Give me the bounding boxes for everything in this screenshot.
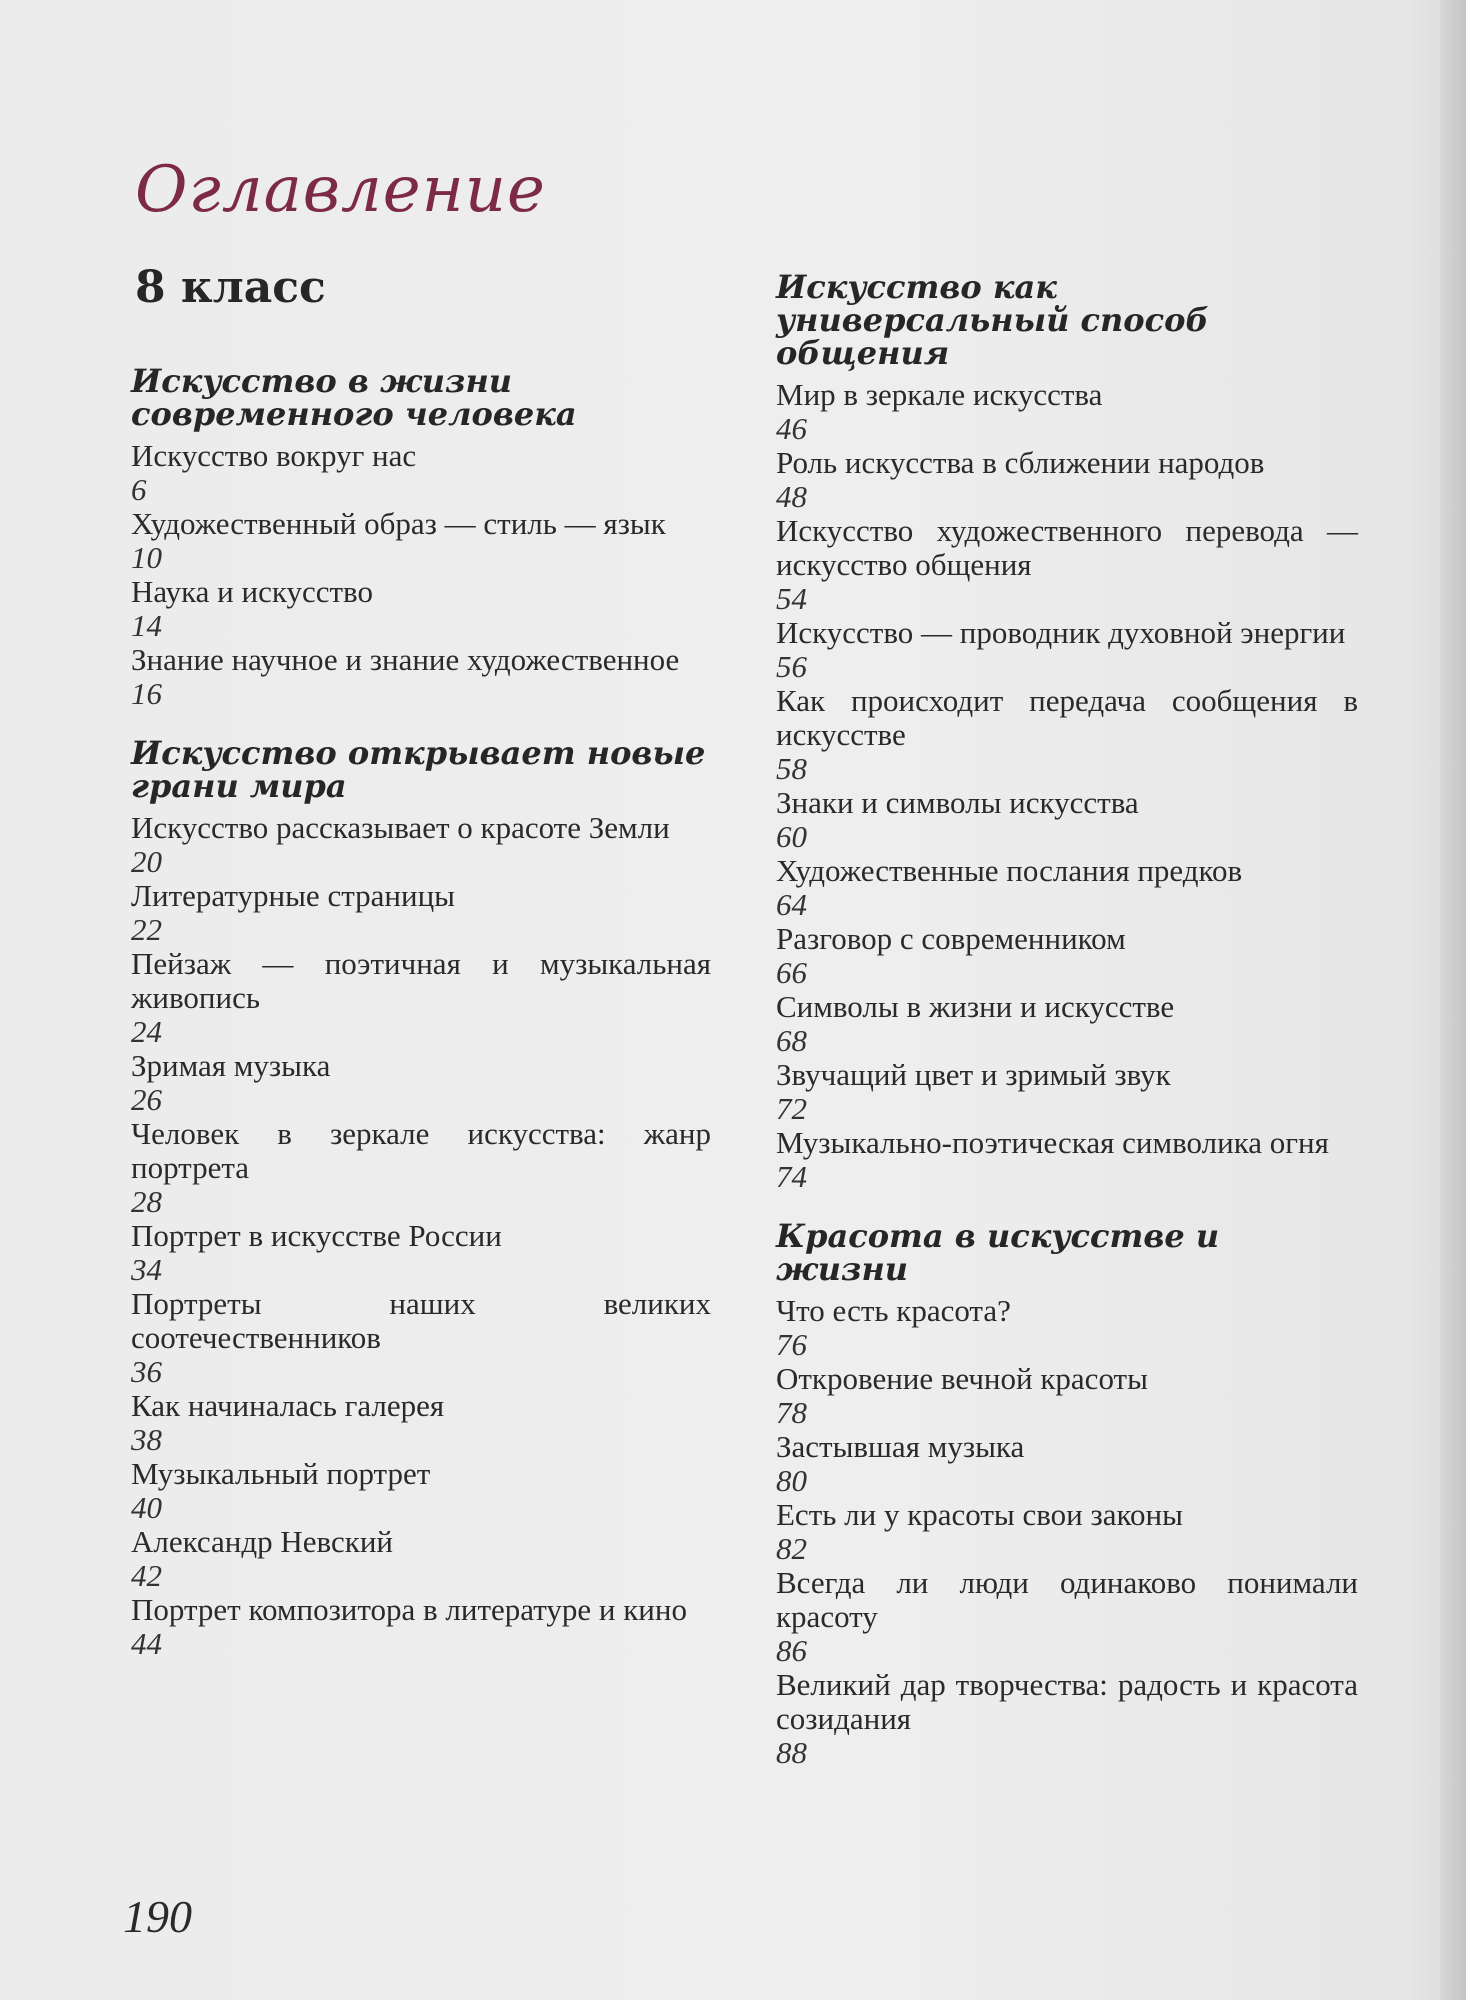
toc-entry[interactable]: [131, 1117, 711, 1219]
entry-title: Мир в зеркале искусства: [776, 377, 1103, 412]
entry-page-number: 14: [131, 608, 162, 643]
section-title: Искусство в жизни современного человека: [131, 362, 577, 433]
entry-title: Откровение вечной красоты: [776, 1361, 1148, 1396]
entry-page-number: 24: [131, 1014, 162, 1049]
toc-entry[interactable]: [776, 616, 1358, 684]
entry-page-number: 42: [131, 1558, 162, 1593]
toc-left-column: [131, 362, 711, 1687]
toc-entry[interactable]: [776, 1430, 1358, 1498]
entry-page-number: 68: [776, 1023, 807, 1058]
entry-title: Портрет в искусстве России: [131, 1218, 502, 1253]
entry-title: Есть ли у красоты свои законы: [776, 1497, 1183, 1532]
toc-entry[interactable]: [776, 990, 1358, 1058]
toc-entry[interactable]: [776, 684, 1358, 786]
entry-page-number: 20: [131, 844, 162, 879]
toc-section: [776, 268, 1358, 1194]
toc-entry[interactable]: [776, 514, 1358, 616]
entry-title: Застывшая музыка: [776, 1429, 1025, 1464]
entry-title: Александр Невский: [131, 1524, 394, 1559]
entry-page-number: 58: [776, 751, 807, 786]
entry-title: Литературные страницы: [131, 878, 455, 913]
entry-page-number: 22: [131, 912, 162, 947]
entry-title: Наука и искусство: [131, 574, 373, 609]
entry-page-number: 6: [131, 472, 147, 507]
entry-page-number: 36: [131, 1354, 162, 1389]
toc-entry[interactable]: [776, 1126, 1358, 1194]
toc-entry[interactable]: [131, 1593, 711, 1661]
entry-title: Знание научное и знание художественное: [131, 642, 680, 677]
entry-title: Музыкальный портрет: [131, 1456, 431, 1491]
entry-page-number: 26: [131, 1082, 162, 1117]
toc-entry[interactable]: [131, 811, 711, 879]
entry-title: Великий дар творчества: радость и красота созидания: [776, 1667, 1358, 1736]
section-title: Искусство открывает новые грани мира: [131, 734, 706, 805]
entry-title: Как начиналась галерея: [131, 1388, 445, 1423]
entry-title: Что есть красота?: [776, 1293, 1011, 1328]
toc-entry[interactable]: [776, 378, 1358, 446]
toc-entry[interactable]: [131, 1525, 711, 1593]
entry-page-number: 76: [776, 1327, 807, 1362]
toc-section: [776, 1217, 1358, 1770]
toc-entry[interactable]: [131, 643, 711, 711]
entry-title: Знаки и символы искусства: [776, 785, 1139, 820]
entry-title: Пейзаж — поэтичная и музыкальная живопись: [131, 946, 711, 1015]
toc-entry[interactable]: [131, 507, 711, 575]
entry-page-number: 56: [776, 649, 807, 684]
entry-page-number: 44: [131, 1626, 162, 1661]
entry-page-number: 72: [776, 1091, 807, 1126]
toc-entry[interactable]: [131, 1389, 711, 1457]
entry-page-number: 74: [776, 1159, 807, 1194]
entry-title: Зримая музыка: [131, 1048, 331, 1083]
entry-title: Всегда ли люди одинаково понимали красоту: [776, 1565, 1358, 1634]
entry-title: Как происходит передача сообщения в искусстве: [776, 683, 1358, 752]
entry-page-number: 54: [776, 581, 807, 616]
toc-entry[interactable]: [776, 1668, 1358, 1770]
toc-entry[interactable]: [131, 879, 711, 947]
entry-title: Художественный образ — стиль — язык: [131, 506, 666, 541]
toc-entry[interactable]: [131, 1287, 711, 1389]
entry-title: Музыкально-поэтическая символика огня: [776, 1125, 1329, 1160]
toc-entry[interactable]: [131, 1457, 711, 1525]
entry-title: Звучащий цвет и зримый звук: [776, 1057, 1171, 1092]
entry-title: Роль искусства в сближении народов: [776, 445, 1265, 480]
entry-page-number: 28: [131, 1184, 162, 1219]
entry-page-number: 48: [776, 479, 807, 514]
toc-entry[interactable]: [131, 439, 711, 507]
section-title: Красота в искусстве и жизни: [776, 1217, 1220, 1288]
toc-entry[interactable]: [776, 1498, 1358, 1566]
entry-title: Искусство — проводник духовной энергии: [776, 615, 1346, 650]
entry-page-number: 64: [776, 887, 807, 922]
entry-page-number: 78: [776, 1395, 807, 1430]
toc-entry[interactable]: [131, 1219, 711, 1287]
entry-page-number: 16: [131, 676, 162, 711]
toc-entry[interactable]: [776, 1566, 1358, 1668]
entry-page-number: 88: [776, 1735, 807, 1770]
entry-page-number: 38: [131, 1422, 162, 1457]
entry-title: Художественные послания предков: [776, 853, 1243, 888]
entry-title: Искусство вокруг нас: [131, 438, 417, 473]
entry-title: Разговор с современником: [776, 921, 1126, 956]
toc-entry[interactable]: [776, 854, 1358, 922]
entry-title: Человек в зеркале искусства: жанр портрета: [131, 1116, 711, 1185]
grade-heading: 8 класс: [135, 262, 326, 313]
page-title: Оглавление: [135, 152, 546, 227]
entry-page-number: 40: [131, 1490, 162, 1525]
toc-entry[interactable]: [776, 1294, 1358, 1362]
entry-page-number: 60: [776, 819, 807, 854]
entry-title: Портреты наших великих соотечественников: [131, 1286, 711, 1355]
entry-page-number: 34: [131, 1252, 162, 1287]
entry-title: Искусство художественного перевода — искусство общения: [776, 513, 1358, 582]
toc-entry[interactable]: [131, 1049, 711, 1117]
entry-title: Символы в жизни и искусстве: [776, 989, 1175, 1024]
toc-entry[interactable]: [776, 446, 1358, 514]
section-title: Искусство как универсальный способ общения: [776, 268, 1209, 372]
toc-entry[interactable]: [131, 947, 711, 1049]
page-number: 190: [123, 1891, 192, 1942]
entry-page-number: 86: [776, 1633, 807, 1668]
toc-entry[interactable]: [131, 575, 711, 643]
toc-entry[interactable]: [776, 786, 1358, 854]
book-spine-shadow: [1440, 0, 1466, 2000]
toc-entry[interactable]: [776, 1362, 1358, 1430]
entry-page-number: 46: [776, 411, 807, 446]
entry-page-number: 80: [776, 1463, 807, 1498]
toc-section: [131, 734, 711, 1661]
toc-right-column: [776, 268, 1358, 1796]
entry-title: Портрет композитора в литературе и кино: [131, 1592, 687, 1627]
toc-section: [131, 362, 711, 711]
entry-page-number: 66: [776, 955, 807, 990]
toc-entry[interactable]: [776, 1058, 1358, 1126]
toc-entry[interactable]: [776, 922, 1358, 990]
entry-title: Искусство рассказывает о красоте Земли: [131, 810, 670, 845]
entry-page-number: 10: [131, 540, 162, 575]
entry-page-number: 82: [776, 1531, 807, 1566]
